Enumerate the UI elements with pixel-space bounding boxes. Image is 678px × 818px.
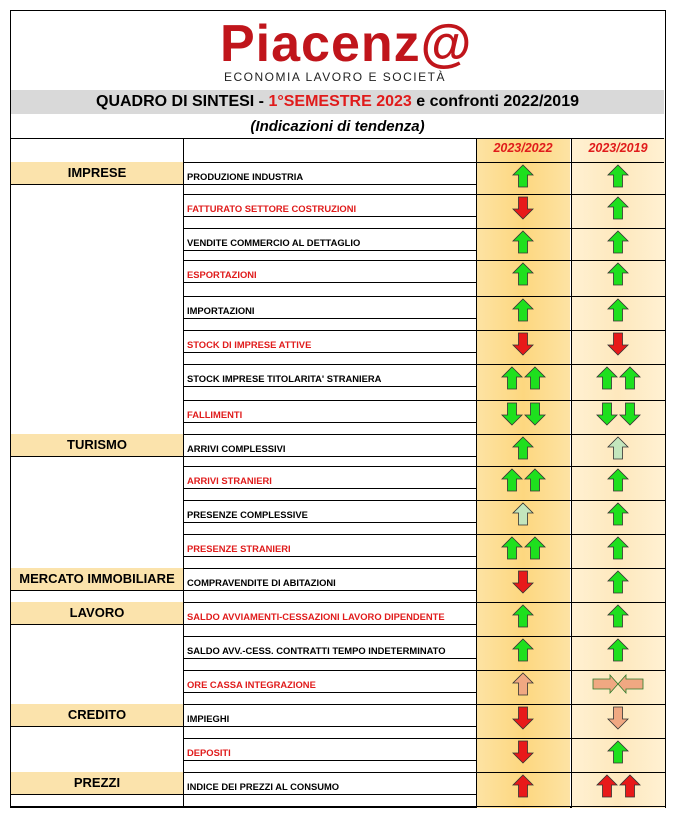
indicator-label: STOCK IMPRESE TITOLARITA' STRANIERA <box>187 373 382 384</box>
up-arrow-icon <box>512 262 534 286</box>
up-arrow-icon <box>512 502 534 526</box>
up-arrow-icon <box>619 366 641 390</box>
down-arrow-icon <box>607 332 629 356</box>
indicator-label: ARRIVI STRANIERI <box>187 475 272 486</box>
indicator-label: FALLIMENTI <box>187 409 243 420</box>
down-arrow-icon <box>512 570 534 594</box>
trend-2023-2019 <box>571 164 665 188</box>
grid-line <box>571 138 572 808</box>
indicator-label: SALDO AVVIAMENTI-CESSAZIONI LAVORO DIPENDENTE <box>187 611 445 622</box>
page-subtitle: (Indicazioni di tendenza) <box>250 118 425 135</box>
indicator-label: ORE CASSA INTEGRAZIONE <box>187 679 316 690</box>
grid-line <box>11 184 183 185</box>
trend-2023-2019 <box>571 672 665 696</box>
grid-line <box>184 488 476 489</box>
grid-line <box>11 806 664 807</box>
indicator-label: COMPRAVENDITE DI ABITAZIONI <box>187 577 336 588</box>
trend-2023-2019 <box>571 436 665 460</box>
grid-line <box>184 500 665 501</box>
trend-2023-2022 <box>476 774 570 798</box>
indicator-label: PRESENZE STRANIERI <box>187 543 291 554</box>
down-arrow-icon <box>512 740 534 764</box>
up-arrow-icon <box>607 164 629 188</box>
grid-line <box>184 466 665 467</box>
trend-2023-2022 <box>476 502 570 526</box>
trend-2023-2019 <box>571 402 665 426</box>
trend-2023-2022 <box>476 366 570 390</box>
grid-line <box>184 260 665 261</box>
up-arrow-icon <box>512 774 534 798</box>
grid-line <box>184 726 476 727</box>
trend-2023-2022 <box>476 402 570 426</box>
indicator-label: IMPORTAZIONI <box>187 305 255 316</box>
up-arrow-icon <box>524 468 546 492</box>
page-title <box>11 90 664 114</box>
indicator-label: ESPORTAZIONI <box>187 269 257 280</box>
down-arrow-icon <box>512 196 534 220</box>
sector-label: MERCATO IMMOBILIARE <box>11 568 183 590</box>
column-header-2023-2019: 2023/2019 <box>588 141 648 155</box>
column-header-2023-2022: 2023/2022 <box>493 141 553 155</box>
grid-line <box>184 692 476 693</box>
grid-line <box>184 330 665 331</box>
up-arrow-icon <box>524 366 546 390</box>
trend-2023-2022 <box>476 706 570 730</box>
up-arrow-icon <box>607 604 629 628</box>
grid-line <box>184 194 665 195</box>
up-arrow-icon <box>619 774 641 798</box>
grid-line <box>476 138 477 808</box>
grid-line <box>184 556 476 557</box>
trend-2023-2019 <box>571 468 665 492</box>
grid-line <box>11 794 183 795</box>
trend-2023-2022 <box>476 570 570 594</box>
grid-line <box>184 534 665 535</box>
trend-2023-2019 <box>571 706 665 730</box>
trend-2023-2019 <box>571 638 665 662</box>
trend-2023-2022 <box>476 436 570 460</box>
grid-line <box>184 590 476 591</box>
up-arrow-icon <box>512 298 534 322</box>
grid-line <box>11 726 183 727</box>
up-arrow-icon <box>607 502 629 526</box>
stable-arrows-icon <box>592 674 644 694</box>
trend-2023-2022 <box>476 468 570 492</box>
up-arrow-icon <box>512 672 534 696</box>
grid-line <box>184 658 476 659</box>
indicator-label: DEPOSITI <box>187 747 231 758</box>
grid-line <box>184 522 476 523</box>
trend-2023-2022 <box>476 196 570 220</box>
trend-2023-2022 <box>476 262 570 286</box>
sector-label: TURISMO <box>11 434 183 456</box>
sector-label: IMPRESE <box>11 162 183 184</box>
logo-brand: Piacenz@ <box>220 15 473 73</box>
up-arrow-icon <box>607 570 629 594</box>
down-arrow-icon <box>524 402 546 426</box>
trend-2023-2022 <box>476 332 570 356</box>
trend-2023-2019 <box>571 298 665 322</box>
trend-2023-2019 <box>571 196 665 220</box>
grid-line <box>184 386 476 387</box>
grid-line <box>184 422 476 423</box>
trend-2023-2019 <box>571 502 665 526</box>
down-arrow-icon <box>512 332 534 356</box>
grid-line <box>184 282 476 283</box>
trend-2023-2022 <box>476 672 570 696</box>
indicator-label: PRESENZE COMPLESSIVE <box>187 509 308 520</box>
indicator-label: PRODUZIONE INDUSTRIA <box>187 171 304 182</box>
indicator-label: VENDITE COMMERCIO AL DETTAGLIO <box>187 237 361 248</box>
up-arrow-icon <box>512 436 534 460</box>
up-arrow-icon <box>607 638 629 662</box>
down-arrow-icon <box>512 706 534 730</box>
sector-label: CREDITO <box>11 704 183 726</box>
up-arrow-icon <box>607 230 629 254</box>
up-arrow-icon <box>512 604 534 628</box>
down-arrow-icon <box>607 706 629 730</box>
grid-line <box>11 138 664 139</box>
grid-line <box>184 296 665 297</box>
sector-label: PREZZI <box>11 772 183 794</box>
trend-2023-2022 <box>476 604 570 628</box>
up-arrow-icon <box>512 164 534 188</box>
trend-2023-2022 <box>476 298 570 322</box>
trend-2023-2019 <box>571 262 665 286</box>
trend-2023-2019 <box>571 230 665 254</box>
grid-line <box>184 624 476 625</box>
up-arrow-icon <box>596 366 618 390</box>
up-arrow-icon <box>524 536 546 560</box>
title-highlight: 1°SEMESTRE 2023 <box>268 93 412 110</box>
up-arrow-icon <box>607 468 629 492</box>
grid-line <box>184 456 476 457</box>
grid-line <box>184 636 665 637</box>
title-part1: QUADRO DI SINTESI - <box>96 93 269 110</box>
up-arrow-icon <box>501 468 523 492</box>
up-arrow-icon <box>596 774 618 798</box>
up-arrow-icon <box>607 436 629 460</box>
trend-2023-2019 <box>571 570 665 594</box>
grid-line <box>184 364 665 365</box>
indicator-label: IMPIEGHI <box>187 713 230 724</box>
up-arrow-icon <box>607 536 629 560</box>
trend-2023-2019 <box>571 740 665 764</box>
grid-line <box>184 400 665 401</box>
down-arrow-icon <box>596 402 618 426</box>
logo-pattern <box>482 20 560 92</box>
grid-line <box>184 670 665 671</box>
grid-line <box>184 794 476 795</box>
grid-line <box>11 624 183 625</box>
sector-label: LAVORO <box>11 602 183 624</box>
grid-line <box>184 352 476 353</box>
grid-line <box>11 456 183 457</box>
trend-2023-2022 <box>476 638 570 662</box>
up-arrow-icon <box>501 536 523 560</box>
grid-line <box>184 184 476 185</box>
logo <box>220 16 550 88</box>
trend-2023-2019 <box>571 774 665 798</box>
trend-2023-2019 <box>571 604 665 628</box>
down-arrow-icon <box>501 402 523 426</box>
grid-line <box>184 318 476 319</box>
grid-line <box>183 138 184 808</box>
indicator-label: STOCK DI IMPRESE ATTIVE <box>187 339 312 350</box>
grid-line <box>184 228 665 229</box>
down-arrow-icon <box>619 402 641 426</box>
up-arrow-icon <box>607 262 629 286</box>
indicator-label: ARRIVI COMPLESSIVI <box>187 443 286 454</box>
grid-line <box>184 250 476 251</box>
trend-2023-2019 <box>571 536 665 560</box>
trend-2023-2022 <box>476 230 570 254</box>
grid-line <box>11 590 183 591</box>
trend-2023-2019 <box>571 366 665 390</box>
title-part2: e confronti 2022/2019 <box>411 93 579 110</box>
trend-2023-2019 <box>571 332 665 356</box>
up-arrow-icon <box>512 638 534 662</box>
up-arrow-icon <box>512 230 534 254</box>
logo-tagline: ECONOMIA LAVORO E SOCIETÀ <box>224 70 446 84</box>
indicator-label: INDICE DEI PREZZI AL CONSUMO <box>187 781 340 792</box>
indicator-label: SALDO AVV.-CESS. CONTRATTI TEMPO INDETERMINATO <box>187 645 446 656</box>
trend-2023-2022 <box>476 536 570 560</box>
grid-line <box>184 216 476 217</box>
trend-2023-2022 <box>476 164 570 188</box>
up-arrow-icon <box>501 366 523 390</box>
up-arrow-icon <box>607 740 629 764</box>
up-arrow-icon <box>607 298 629 322</box>
grid-line <box>184 738 665 739</box>
indicator-label: FATTURATO SETTORE COSTRUZIONI <box>187 203 357 214</box>
up-arrow-icon <box>607 196 629 220</box>
grid-line <box>184 760 476 761</box>
trend-2023-2022 <box>476 740 570 764</box>
